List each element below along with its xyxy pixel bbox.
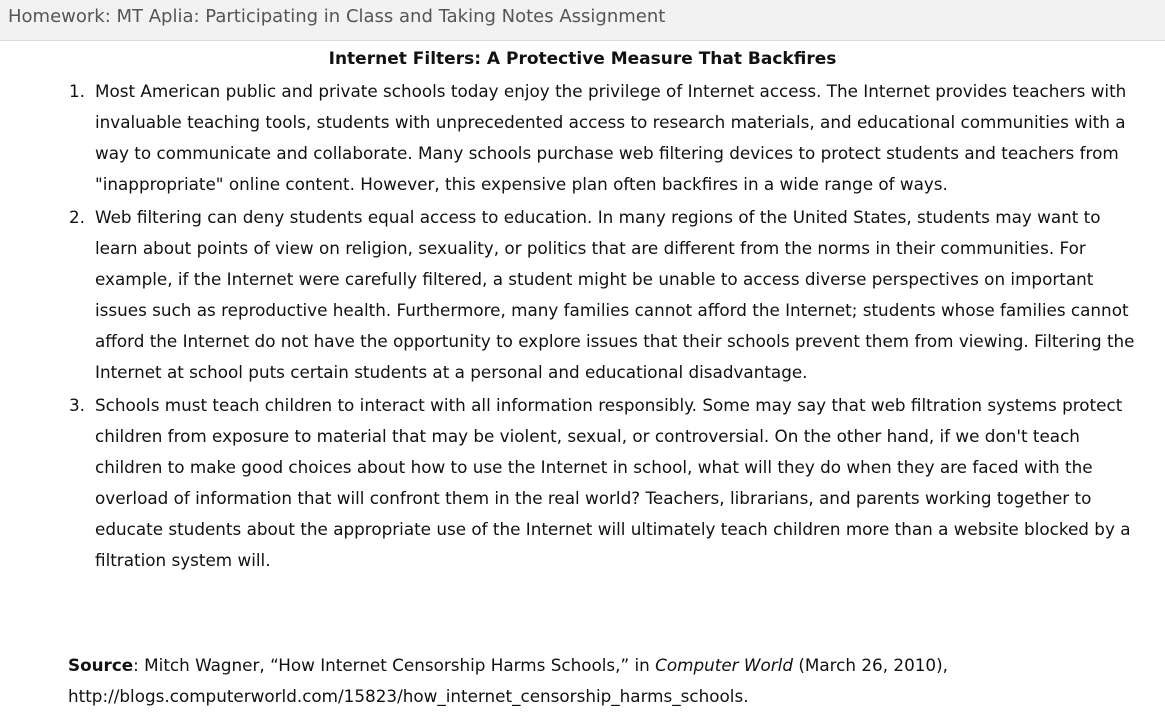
- assignment-header-bar: [0, 0, 1165, 41]
- list-item-text: Web filtering can deny students equal access to education. In many regions of the United States, students may want to learn about points of view on religion, sexuality, or politics that are different from the norms in their communities. For example, if the Internet were carefully filtered, a student might be unable to access diverse perspectives on important issues such as reproductive health. Furthermore, many families cannot afford the Internet; students whose families cannot afford the Internet do not have the opportunity to explore issues that their schools prevent them from viewing. Filtering the Internet at school puts certain students at a personal and educational disadvantage.: [95, 207, 1135, 382]
- list-item-number: 3.: [69, 395, 86, 415]
- list-item: [66, 390, 1141, 576]
- list-item-number: 2.: [69, 207, 86, 227]
- article-paragraph-list: [66, 76, 1141, 578]
- list-item: [66, 202, 1141, 388]
- source-date-text: (March 26, 2010),: [793, 655, 948, 675]
- list-item: [66, 76, 1141, 200]
- list-item-text: Schools must teach children to interact with all information responsibly. Some may say that web filtration systems protect children from exposure to material that may be violent, sexual, or controversial. On the other hand, if we don't teach children to make good choices about how to use the Internet in school, what will they do when they are faced with the overload of information that will confront them in the real world? Teachers, librarians, and parents working together to educate students about the appropriate use of the Internet will ultimately teach children more than a website blocked by a filtration system will.: [95, 395, 1131, 570]
- list-item-text: Most American public and private schools today enjoy the privilege of Internet access. The Internet provides teachers with invaluable teaching tools, students with unprecedented access to research materials, and educational communities with a way to communicate and collaborate. Many schools purchase web filtering devices to protect students and teachers from "inappropriate" online content. However, this expensive plan often backfires in a wide range of ways.: [95, 81, 1127, 194]
- source-publication: Computer World: [655, 655, 793, 675]
- article-title: Internet Filters: A Protective Measure That Backfires: [328, 49, 837, 69]
- source-separator: :: [133, 655, 145, 675]
- source-label: Source: [68, 655, 134, 675]
- source-author-text: Mitch Wagner, “How Internet Censorship Harms Schools,” in: [144, 655, 656, 675]
- list-item-number: 1.: [69, 81, 86, 101]
- assignment-title: Homework: MT Aplia: Participating in Class and Taking Notes Assignment: [8, 6, 666, 27]
- source-url: http://blogs.computerworld.com/15823/how_internet_censorship_harms_schools.: [68, 686, 749, 706]
- source-citation: [68, 650, 1148, 712]
